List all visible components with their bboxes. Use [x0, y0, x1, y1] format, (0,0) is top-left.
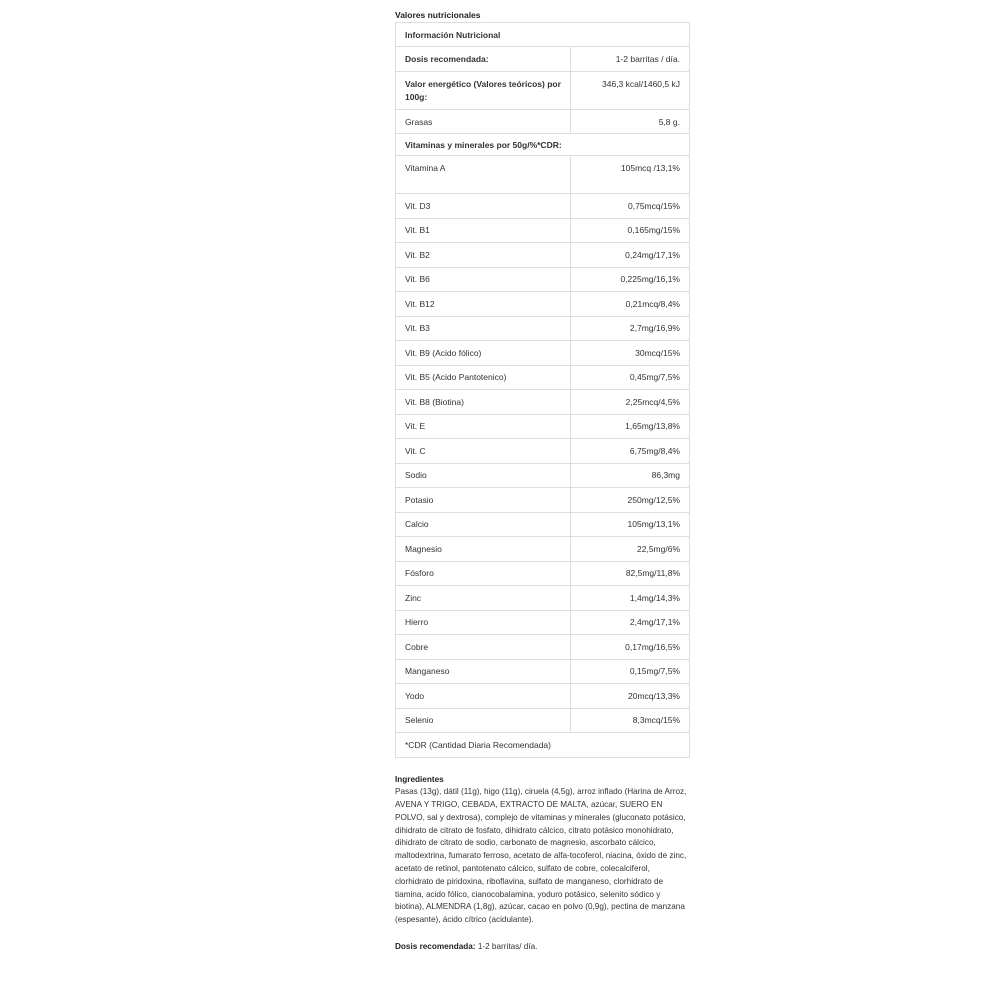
nutrient-value: 0,21mcq/8,4% [571, 292, 690, 317]
table-row [396, 708, 690, 733]
nutrient-label: Vit. B1 [396, 218, 571, 243]
nutrient-label: Calcio [396, 512, 571, 537]
table-row [396, 512, 690, 537]
nutrient-label: Yodo [396, 684, 571, 709]
nutrient-value: 8,3mcq/15% [571, 708, 690, 733]
nutrient-label: Sodio [396, 463, 571, 488]
nutrient-value: 2,4mg/17,1% [571, 610, 690, 635]
nutrient-value: 0,225mg/16,1% [571, 267, 690, 292]
section-title: Valores nutricionales [395, 10, 481, 20]
ingredients-block [395, 774, 689, 928]
table-row [396, 365, 690, 390]
table-row [396, 414, 690, 439]
table-row [396, 23, 690, 47]
nutrient-value: 105mcq /13,1% [571, 156, 690, 194]
nutrient-label: Vit. B3 [396, 316, 571, 341]
nutrient-label: Vit. D3 [396, 194, 571, 219]
nutrient-value: 0,165mg/15% [571, 218, 690, 243]
table-row [396, 610, 690, 635]
table-row [396, 194, 690, 219]
table-row [396, 243, 690, 268]
table-row [396, 463, 690, 488]
nutrient-label: Vit. B12 [396, 292, 571, 317]
table-row [396, 110, 690, 134]
nutrient-value: 86,3mg [571, 463, 690, 488]
nutrient-label: Valor energético (Valores teóricos) por 100g: [396, 72, 571, 110]
table-row [396, 586, 690, 611]
table-row [396, 439, 690, 464]
nutrient-value: 30mcq/15% [571, 341, 690, 366]
dose-note [395, 941, 689, 953]
nutrient-value: 1,4mg/14,3% [571, 586, 690, 611]
nutrient-value: 2,25mcq/4,5% [571, 390, 690, 415]
table-row [396, 47, 690, 72]
table-row [396, 218, 690, 243]
table-row [396, 733, 690, 758]
nutrient-value: 0,17mg/16,5% [571, 635, 690, 660]
table-row [396, 561, 690, 586]
nutrient-value: 0,75mcq/15% [571, 194, 690, 219]
nutrient-label: Vit. B8 (Biotina) [396, 390, 571, 415]
nutrient-label: Magnesio [396, 537, 571, 562]
nutrient-value: 5,8 g. [571, 110, 690, 134]
table-footnote: *CDR (Cantidad Diaria Recomendada) [396, 733, 690, 758]
nutrient-value: 1,65mg/13,8% [571, 414, 690, 439]
dose-value: 1-2 barritas/ día. [477, 942, 538, 952]
nutrient-value: 0,24mg/17,1% [571, 243, 690, 268]
nutrient-label: Cobre [396, 635, 571, 660]
table-row [396, 156, 690, 194]
table-row [396, 134, 690, 156]
nutrient-label: Vit. B5 (Acido Pantotenico) [396, 365, 571, 390]
table-row [396, 316, 690, 341]
table-row [396, 635, 690, 660]
nutrient-label: Vitamina A [396, 156, 571, 194]
nutrition-table [395, 22, 690, 758]
nutrient-label: Grasas [396, 110, 571, 134]
nutrient-label: Vit. B6 [396, 267, 571, 292]
nutrient-value: 250mg/12,5% [571, 488, 690, 513]
table-row [396, 72, 690, 110]
nutrient-value: 6,75mg/8,4% [571, 439, 690, 464]
table-row [396, 659, 690, 684]
table-section-header: Información Nutricional [396, 23, 690, 47]
table-row [396, 390, 690, 415]
nutrition-section [395, 10, 689, 953]
nutrient-value: 0,45mg/7,5% [571, 365, 690, 390]
ingredients-heading: Ingredientes [395, 774, 444, 784]
nutrient-value: 20mcq/13,3% [571, 684, 690, 709]
nutrient-label: Vit. C [396, 439, 571, 464]
nutrient-value: 2,7mg/16,9% [571, 316, 690, 341]
nutrient-label: Zinc [396, 586, 571, 611]
nutrient-label: Manganeso [396, 659, 571, 684]
nutrient-label: Potasio [396, 488, 571, 513]
table-row [396, 341, 690, 366]
table-row [396, 537, 690, 562]
nutrient-value: 105mg/13,1% [571, 512, 690, 537]
nutrient-label: Selenio [396, 708, 571, 733]
table-section-header: Vitaminas y minerales por 50g/%*CDR: [396, 134, 690, 156]
nutrient-label: Vit. E [396, 414, 571, 439]
table-row [396, 267, 690, 292]
nutrient-value: 82,5mg/11,8% [571, 561, 690, 586]
dose-label: Dosis recomendada: [395, 942, 476, 952]
nutrient-label: Vit. B9 (Acido fólico) [396, 341, 571, 366]
nutrient-value: 346,3 kcal/1460,5 kJ [571, 72, 690, 110]
table-row [396, 684, 690, 709]
nutrient-value: 0,15mg/7,5% [571, 659, 690, 684]
nutrient-value: 1-2 barritas / día. [571, 47, 690, 72]
nutrient-label: Hierro [396, 610, 571, 635]
nutrient-label: Fósforo [396, 561, 571, 586]
table-row [396, 488, 690, 513]
table-row [396, 292, 690, 317]
nutrient-label: Dosis recomendada: [396, 47, 571, 72]
ingredients-text: Pasas (13g), dátil (11g), higo (11g), ciruela (4,5g), arroz inflado (Harina de Arroz, AVENA Y TRIGO, CEBADA, EXTRACTO DE MALTA, azúcar, SUERO EN POLVO, sal y dextrosa), complejo de vitaminas y minerales (gluconato potásico, dihidrato de citrato de fosfato, dihidrato cálcico, citrato potásico monohidrato, dihidrato de citrato de sodio, carbonato de magnesio, ascorbato cálcico, maltodextrina, fumarato ferroso, acetato de alfa-tocoferol, niacina, óxido de zinc, acetato de retinol, pantotenato cálcico, sulfato de cobre, colecalciferol, clorhidrato de piridoxina, riboflavina, sulfato de manganeso, clorhidrato de tiamina, acido fólico, cianocobalamina, yoduro potásico, selenito sódico y biotina), ALMENDRA (1,8g), azúcar, cacao en polvo (0,9g), pectina de manzana (espesante), ácido cítrico (acidulante). [395, 787, 687, 925]
nutrient-value: 22,5mg/6% [571, 537, 690, 562]
nutrient-label: Vit. B2 [396, 243, 571, 268]
